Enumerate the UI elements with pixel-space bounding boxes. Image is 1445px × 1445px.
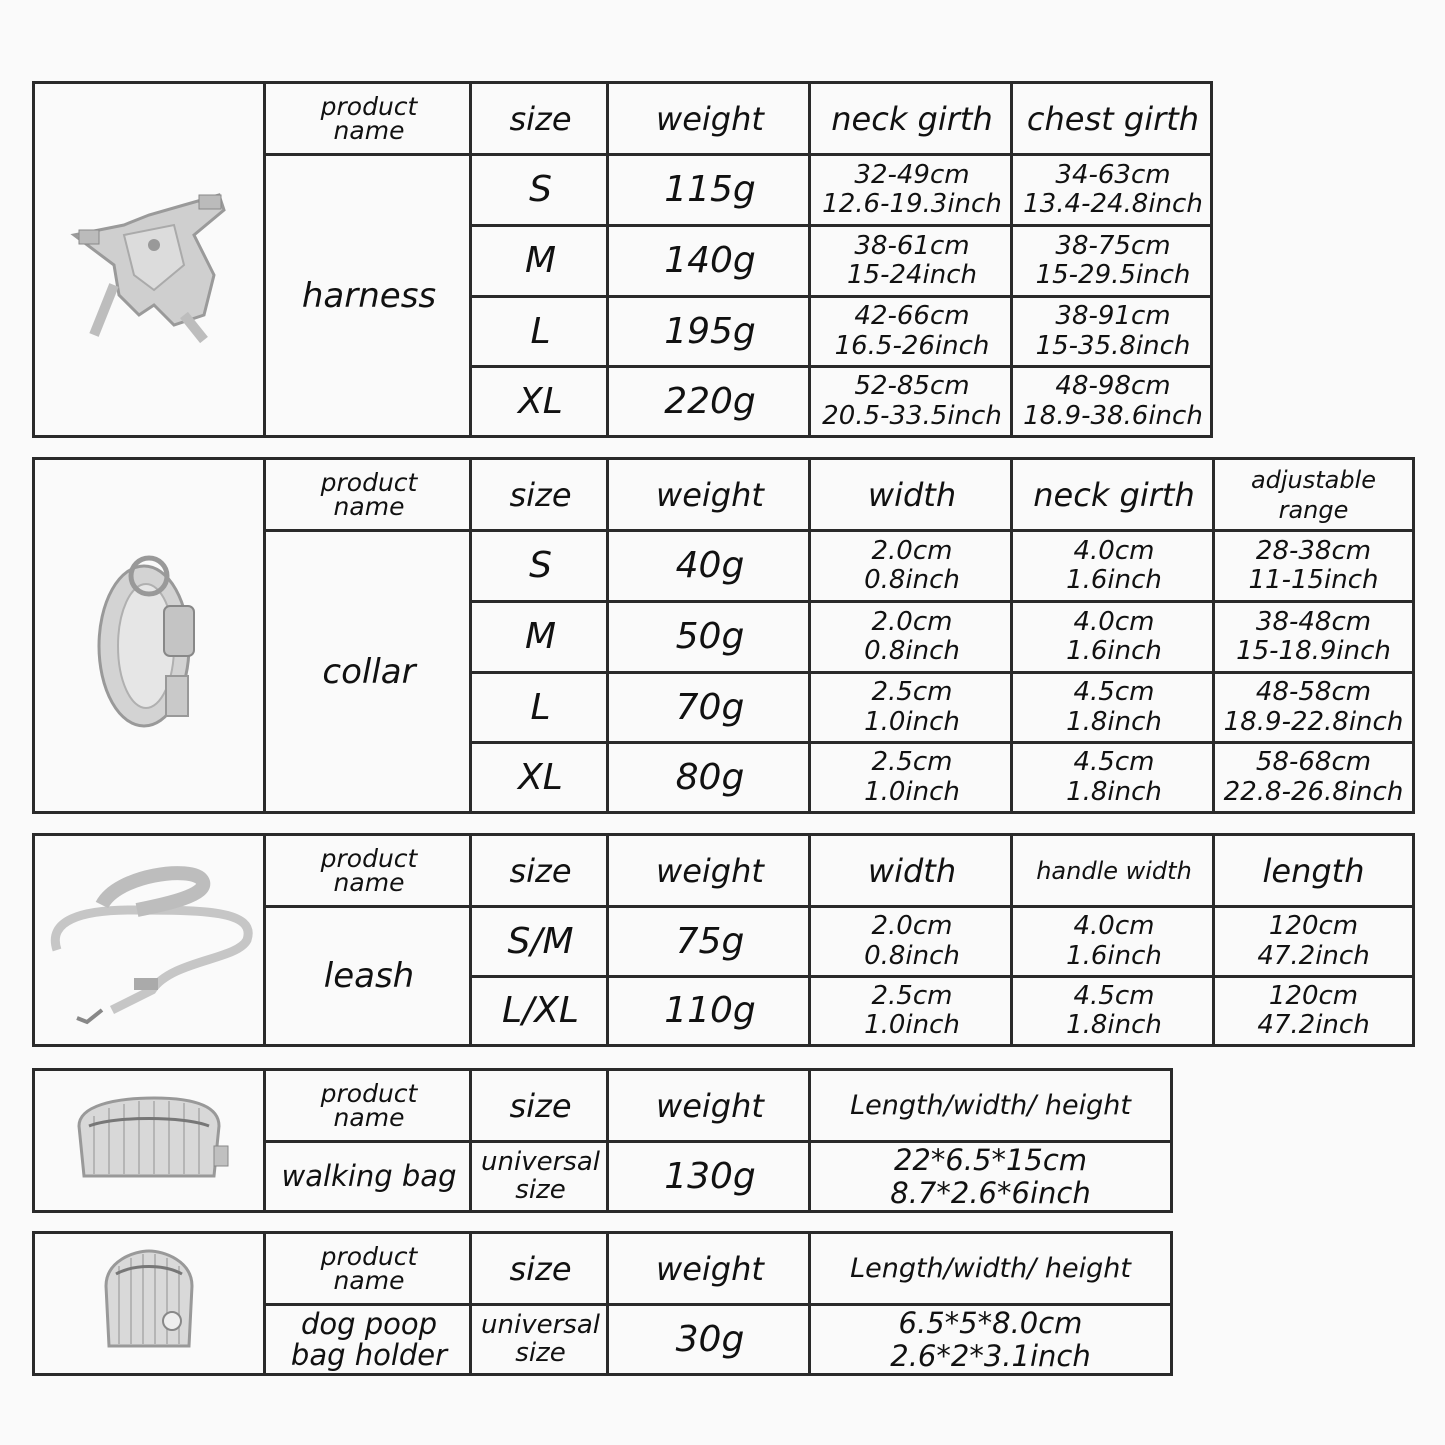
harness-icon [54,165,244,355]
value-cm: 32-49cm [854,159,970,190]
value-cm: 2.0cm [871,606,953,637]
value-inch: 13.4-24.8inch [1023,189,1203,219]
value-cm: 34-63cm [1055,159,1171,190]
collar-size-xl: XL [469,741,609,811]
poop-bag-holder-dims [808,1303,1170,1373]
value-cm: 52-85cm [854,371,970,402]
harness-neck-s [808,153,1013,224]
value-cm: 2.0cm [871,535,953,566]
leash-table [32,833,1415,1047]
value-inch: 11-15inch [1248,565,1379,595]
collar-neck-header: neck girth [1010,457,1215,529]
collar-width-s [808,529,1013,600]
value-inch: 1.8inch [1066,1010,1162,1040]
value-inch: 15-18.9inch [1236,636,1391,666]
leash-handle-sm [1010,905,1215,975]
value-cm: 42-66cm [854,301,970,332]
adjustable-label: adjustable [1250,465,1377,494]
collar-width-header: width [808,457,1013,529]
walking-bag-table [32,1068,1173,1213]
value-cm: 4.0cm [1073,911,1155,942]
harness-size-m: M [469,224,609,295]
value-cm: 2.5cm [871,747,953,778]
harness-size-l: L [469,295,609,365]
walking-bag-size-header: size [469,1068,609,1140]
size-label: size [515,1174,566,1205]
harness-weight-m: 140g [606,224,811,295]
collar-neck-s [1010,529,1215,600]
walking-bag-dims-header: Length/width/ height [808,1068,1170,1140]
collar-range-s [1212,529,1412,600]
leash-icon [42,850,257,1030]
size-label: size [515,1337,566,1368]
value-inch: 8.7*2.6*6inch [890,1175,1091,1210]
value-inch: 47.2inch [1257,1010,1370,1040]
leash-width-header: width [808,833,1013,905]
value-cm: 38-75cm [1055,230,1171,261]
leash-image [35,836,263,1044]
collar-product-name: collar [263,529,472,811]
poop-bag-holder-product-name [263,1303,472,1373]
walking-bag-weight-header: weight [606,1068,811,1140]
product-label: product [320,843,418,873]
leash-weight-sm: 75g [606,905,811,975]
collar-neck-m [1010,600,1215,671]
leash-size-lxl: L/XL [469,975,609,1044]
collar-image [35,460,263,811]
collar-weight-xl: 80g [606,741,811,811]
leash-size-header: size [469,833,609,905]
collar-table [32,457,1415,814]
harness-neck-l [808,295,1013,365]
value-cm: 28-38cm [1255,535,1372,566]
value-inch: 22.8-26.8inch [1223,776,1404,807]
leash-width-sm [808,905,1013,975]
poop-bag-holder-image [35,1234,263,1373]
product-label: product [320,91,418,121]
collar-neck-l [1010,671,1215,741]
harness-product-name-header [263,81,472,153]
collar-range-l [1212,671,1412,741]
harness-size-header: size [469,81,609,153]
leash-weight-header: weight [606,833,811,905]
harness-product-name: harness [263,153,472,435]
leash-size-sm: S/M [469,905,609,975]
value-cm: 58-68cm [1255,747,1372,778]
name-label: name [333,867,405,897]
harness-table [32,81,1213,438]
collar-size-l: L [469,671,609,741]
harness-neck-header: neck girth [808,81,1013,153]
value-inch: 2.6*2*3.1inch [890,1338,1091,1373]
harness-chest-m [1010,224,1213,295]
collar-width-l [808,671,1013,741]
value-cm: 4.0cm [1073,606,1155,637]
collar-weight-s: 40g [606,529,811,600]
value-cm: 4.5cm [1073,747,1155,778]
value-cm: 4.5cm [1073,980,1155,1011]
value-cm: 22*6.5*15cm [893,1143,1088,1178]
value-inch: 1.0inch [864,706,960,737]
value-cm: 4.5cm [1073,677,1155,708]
value-cm: 38-91cm [1055,301,1171,332]
name-label: name [333,115,405,145]
collar-size-s: S [469,529,609,600]
value-cm: 6.5*5*8.0cm [898,1306,1083,1341]
walking-bag-image [35,1071,263,1210]
value-cm: 4.0cm [1073,535,1155,566]
collar-range-header [1212,457,1412,529]
collar-weight-l: 70g [606,671,811,741]
harness-size-xl: XL [469,365,609,435]
product-label: product [320,1078,418,1108]
value-inch: 15-35.8inch [1035,330,1191,361]
value-cm: 48-98cm [1055,371,1171,402]
collar-product-name-header [263,457,472,529]
collar-weight-m: 50g [606,600,811,671]
collar-neck-xl [1010,741,1215,811]
value-inch: 15-24inch [846,260,978,290]
leash-weight-lxl: 110g [606,975,811,1044]
poop-bag-holder-size-header: size [469,1231,609,1303]
harness-neck-m [808,224,1013,295]
poop-bag-holder-table [32,1231,1173,1376]
value-inch: 1.6inch [1066,636,1162,666]
value-cm: 2.5cm [871,980,953,1011]
leash-handle-lxl [1010,975,1215,1044]
product-label: product [320,467,418,497]
name-label: name [333,1265,405,1295]
collar-range-xl [1212,741,1412,811]
product-label: product [320,1241,418,1271]
collar-size-header: size [469,457,609,529]
walking-bag-product-name: walking bag [263,1140,472,1210]
value-inch: 18.9-38.6inch [1023,400,1203,431]
harness-chest-xl [1010,365,1213,435]
harness-weight-l: 195g [606,295,811,365]
universal-label: universal [481,1147,600,1178]
value-inch: 16.5-26inch [834,330,990,361]
collar-width-m [808,600,1013,671]
poop-bag-holder-weight: 30g [606,1303,811,1373]
value-inch: 0.8inch [864,636,960,666]
walking-bag-weight: 130g [606,1140,811,1210]
poop-bag-holder-product-name-header [263,1231,472,1303]
collar-icon [74,536,224,736]
poop-bag-holder-dims-header: Length/width/ height [808,1231,1170,1303]
value-inch: 47.2inch [1257,940,1370,971]
value-cm: 2.0cm [871,911,953,942]
value-inch: 1.8inch [1066,706,1162,737]
harness-chest-header: chest girth [1010,81,1213,153]
harness-image [35,84,263,435]
collar-weight-header: weight [606,457,811,529]
leash-length-lxl [1212,975,1412,1044]
range-label: range [1278,495,1349,524]
harness-chest-l [1010,295,1213,365]
harness-chest-s [1010,153,1213,224]
value-inch: 0.8inch [864,565,960,595]
value-cm: 38-48cm [1255,606,1372,637]
harness-neck-xl [808,365,1013,435]
leash-length-header: length [1212,833,1412,905]
collar-size-m: M [469,600,609,671]
leash-product-name: leash [263,905,472,1044]
walking-bag-product-name-header [263,1068,472,1140]
harness-weight-header: weight [606,81,811,153]
leash-handle-width-header: handle width [1010,833,1215,905]
value-inch: 1.6inch [1066,565,1162,595]
value-cm: 2.5cm [871,677,953,708]
poop-bag-holder-weight-header: weight [606,1231,811,1303]
value-inch: 1.0inch [864,1010,960,1040]
walking-bag-icon [64,1086,234,1196]
value-cm: 120cm [1268,980,1359,1011]
name-line-1: dog poop [300,1307,438,1342]
value-cm: 120cm [1268,911,1359,942]
name-line-2: bag holder [290,1337,448,1372]
leash-product-name-header [263,833,472,905]
harness-weight-s: 115g [606,153,811,224]
value-inch: 15-29.5inch [1035,260,1191,290]
value-inch: 1.6inch [1066,940,1162,971]
collar-width-xl [808,741,1013,811]
value-inch: 20.5-33.5inch [822,400,1002,431]
universal-label: universal [481,1310,600,1341]
harness-size-s: S [469,153,609,224]
value-inch: 1.0inch [864,776,960,807]
poop-bag-holder-size [469,1303,609,1373]
value-inch: 18.9-22.8inch [1223,706,1404,737]
harness-weight-xl: 220g [606,365,811,435]
value-inch: 1.8inch [1066,776,1162,807]
walking-bag-dims [808,1140,1170,1210]
value-inch: 0.8inch [864,940,960,971]
value-cm: 48-58cm [1255,677,1372,708]
collar-range-m [1212,600,1412,671]
walking-bag-size [469,1140,609,1210]
leash-length-sm [1212,905,1412,975]
name-label: name [333,1102,405,1132]
name-label: name [333,491,405,521]
poop-bag-holder-icon [94,1246,204,1361]
value-cm: 38-61cm [854,230,970,261]
value-inch: 12.6-19.3inch [822,189,1002,219]
leash-width-lxl [808,975,1013,1044]
